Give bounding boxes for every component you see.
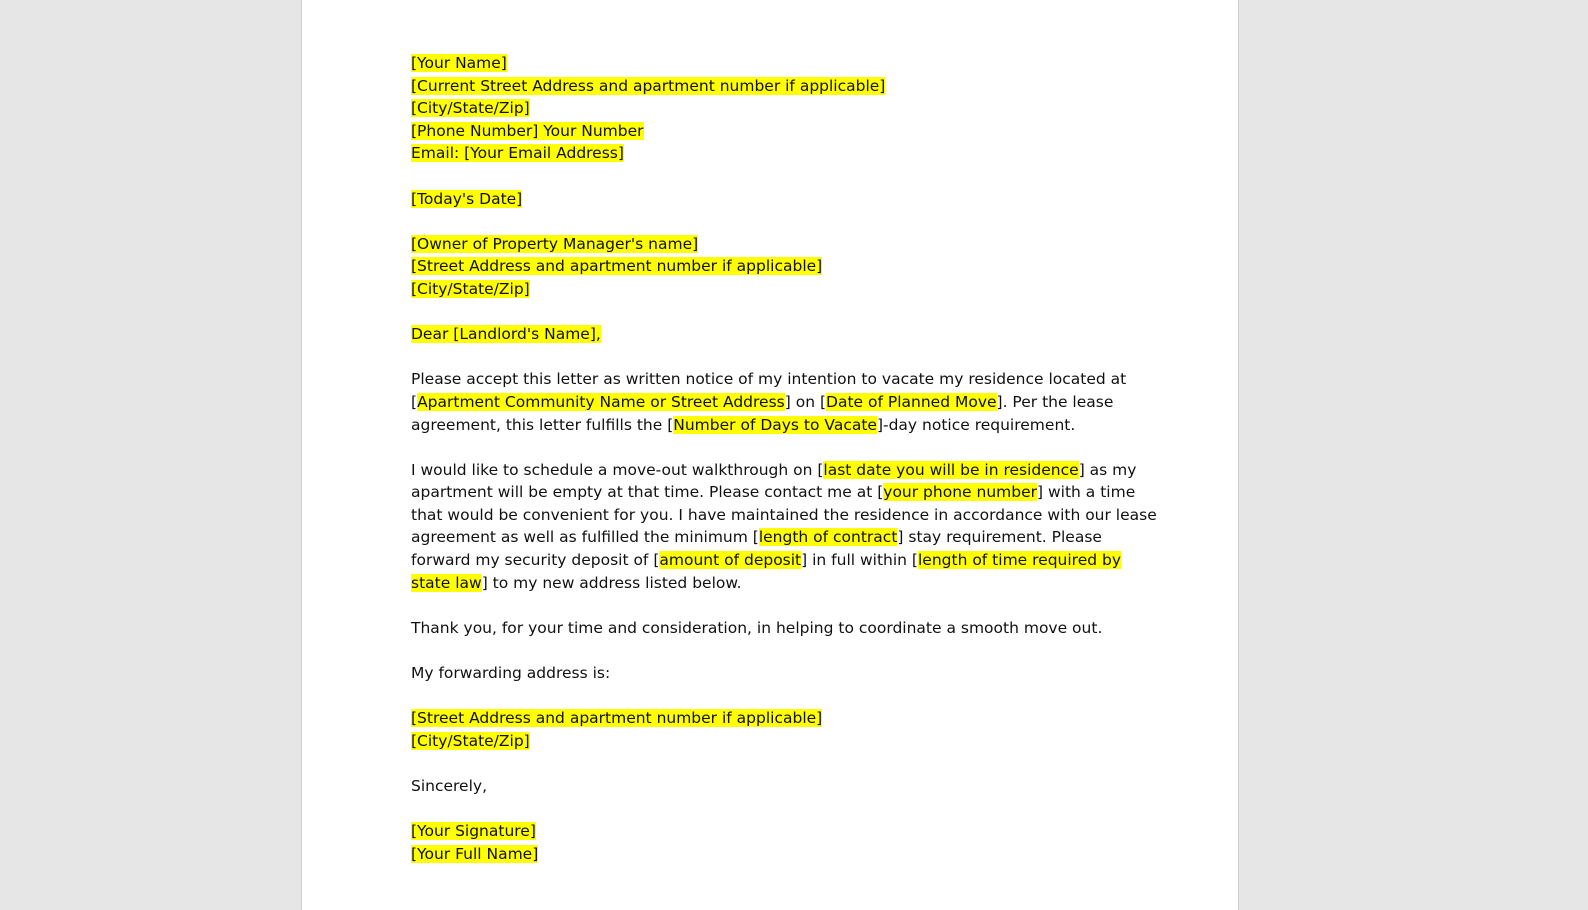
p2-highlight-last-date: last date you will be in residence [823,460,1079,479]
p1-text-1: Please accept this letter as written notice of my intention to vacate my residence located at [411,370,1127,389]
p1-text-2: [ [411,392,418,411]
p2-text-8: forward my security deposit of [ [411,551,660,570]
p2-text-7: ] stay requirement. Please [897,528,1102,547]
sender-block [411,52,1141,165]
letter-body [411,52,1157,865]
p2-text-1: I would like to schedule a move-out walkthrough on [ [411,460,824,479]
p1-text-5: agreement, this letter fulfills the [ [411,415,674,434]
recipient-street: [Street Address and apartment number if applicable] [411,257,823,276]
p1-highlight-move-date: Date of Planned Move [826,392,997,411]
p1-text-3: ] on [ [784,392,827,411]
recipient-name: [Owner of Property Manager's name] [411,234,699,253]
p1-text-4: ]. Per the lease [996,392,1114,411]
p2-highlight-state-law: state law [411,573,482,592]
p2-text-6: agreement as well as fulfilled the minimum [ [411,528,759,547]
sender-phone: [Phone Number] Your Number [411,121,644,140]
forwarding-address-block [411,707,1141,752]
p2-text-3: apartment will be empty at that time. Please contact me at [ [411,483,884,502]
p2-text-5: that would be convenient for you. I have maintained the residence in accordance with our lease [411,505,1157,524]
p2-text-9: ] in full within [ [801,551,918,570]
sender-street: [Current Street Address and apartment number if applicable] [411,76,886,95]
p1-highlight-days: Number of Days to Vacate [673,415,877,434]
signature: [Your Signature] [411,822,536,841]
recipient-city: [City/State/Zip] [411,279,530,298]
p1-text-6: ]-day notice requirement. [876,415,1076,434]
recipient-block [411,233,1141,301]
document-page [301,0,1239,910]
letter-date: [Today's Date] [411,189,523,208]
p1-highlight-address: Apartment Community Name or Street Address [417,392,785,411]
p2-text-10: ] to my new address listed below. [481,573,742,592]
forwarding-street: [Street Address and apartment number if applicable] [411,709,823,728]
full-name: [Your Full Name] [411,844,539,863]
paragraph-forwarding-intro: My forwarding address is: [411,664,611,683]
paragraph-thanks: Thank you, for your time and consideration, in helping to coordinate a smooth move out. [411,618,1103,637]
forwarding-city: [City/State/Zip] [411,731,530,750]
sender-email: Email: [Your Email Address] [411,144,624,163]
paragraph-notice [411,368,1141,436]
closing: Sincerely, [411,777,488,795]
p2-highlight-deposit: amount of deposit [659,551,802,570]
p2-highlight-phone: your phone number [883,483,1037,502]
sender-name: [Your Name] [411,54,507,72]
p2-text-2: ] as my [1078,460,1137,479]
p2-highlight-contract: length of contract [758,528,898,547]
p2-text-4: ] with a time [1037,483,1136,502]
paragraph-walkthrough [411,459,1157,595]
sender-city: [City/State/Zip] [411,99,530,118]
p2-highlight-time-required: length of time required by [917,551,1122,570]
salutation: Dear [Landlord's Name], [411,325,601,344]
